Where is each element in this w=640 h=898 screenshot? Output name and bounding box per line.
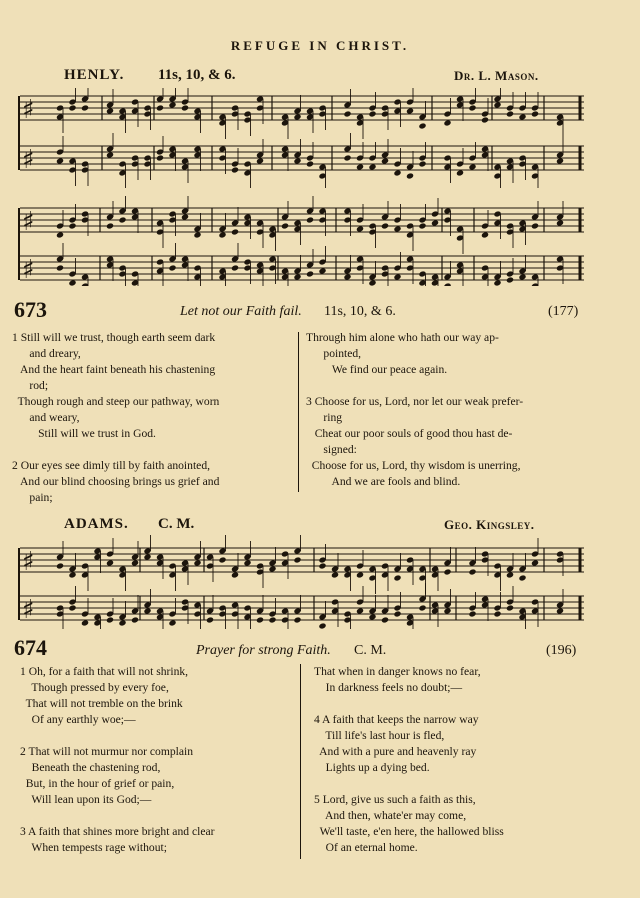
verse-line: But, in the hour of grief or pain, [20, 777, 175, 790]
verse-line: 2 That will not murmur nor complain [20, 745, 194, 758]
verse-line: Lights up a dying bed. [314, 761, 430, 774]
verse-line: And the heart faint beneath his chastening [12, 363, 216, 376]
verse-line: Still will we trust in God. [12, 427, 156, 440]
verse-line: 4 A faith that keeps the narrow way [314, 713, 479, 726]
music-score-adams [14, 534, 590, 629]
svg-text:♯: ♯ [22, 255, 35, 285]
verse-line: In darkness feels no doubt;— [314, 681, 463, 694]
tune-name-henly: HENLY. [64, 67, 125, 83]
hymn-ref-673: (177) [548, 304, 579, 319]
hymn-ref-674: (196) [546, 643, 577, 658]
verse-line: signed: [306, 443, 357, 456]
verse-line: and dreary, [12, 347, 81, 360]
hymn-number-674: 674 [14, 635, 47, 660]
verse-line: ring [306, 411, 343, 424]
verse-line: Though pressed by every foe, [20, 681, 169, 694]
verse-line: Will lean upon its God;— [20, 793, 152, 806]
hymn-title-673: Let not our Faith fail. [180, 304, 302, 319]
verse-line [20, 808, 214, 824]
verse-line: And we are fools and blind. [306, 475, 461, 488]
page-heading: REFUGE IN CHRIST. [230, 38, 410, 53]
staff-group [19, 196, 584, 286]
verse-line: And then, whate'er may come, [314, 809, 467, 822]
svg-text:♯: ♯ [22, 595, 35, 625]
verse-line: Choose for us, Lord, thy wisdom is unerring, [306, 459, 521, 472]
verse-line: We'll taste, e'en here, the hallowed bliss [314, 825, 504, 838]
verse-line: 3 Choose for us, Lord, nor let our weak prefer- [306, 395, 524, 408]
hymn-674-left-column [20, 664, 214, 856]
verse-line: Cheat our poor souls of good thou hast de- [306, 427, 513, 440]
verse-line [314, 776, 504, 792]
composer-adams: Geo. Kingsley. [444, 517, 535, 532]
verse-line [306, 378, 523, 394]
verse-line: Through him alone who hath our way ap- [306, 331, 499, 344]
verse-line: And our blind choosing brings us grief and [12, 475, 220, 488]
verse-line: That will not tremble on the brink [20, 697, 183, 710]
hymn-673-right-column [306, 330, 523, 490]
verse-line: rod; [12, 379, 49, 392]
hymn-number-673: 673 [14, 297, 47, 322]
verse-line: Of an eternal home. [314, 841, 418, 854]
svg-text:♯: ♯ [22, 547, 35, 577]
verse-line: And with a pure and heavenly ray [314, 745, 477, 758]
verse-line: We find our peace again. [306, 363, 448, 376]
hymn-673-left-column [12, 330, 219, 506]
verse-line [12, 442, 219, 458]
verse-line: Of any earthly woe;— [20, 713, 136, 726]
verse-line: 2 Our eyes see dimly till by faith anointed, [12, 459, 211, 472]
verse-line: pain; [12, 491, 53, 504]
hymn-meter-674: C. M. [354, 643, 387, 658]
composer-henly: Dr. L. Mason. [454, 68, 539, 83]
svg-text:♯: ♯ [22, 207, 35, 237]
verse-line: 1 Oh, for a faith that will not shrink, [20, 665, 189, 678]
verse-line: Beneath the chastening rod, [20, 761, 161, 774]
hymn-674-right-column [314, 664, 504, 856]
verse-line: and weary, [12, 411, 80, 424]
verse-line: 1 Still will we trust, though earth seem dark [12, 331, 216, 344]
staff-group [19, 88, 584, 188]
column-divider-2 [300, 664, 301, 859]
tune-meter-adams: C. M. [158, 516, 195, 532]
verse-line [314, 696, 504, 712]
music-score-henly-system-2 [14, 196, 590, 286]
verse-line: 3 A faith that shines more bright and clear [20, 825, 215, 838]
music-score-henly-system-1 [14, 88, 590, 188]
verse-line: When tempests rage without; [20, 841, 167, 854]
hymn-title-674: Prayer for strong Faith. [196, 643, 331, 658]
tune-name-adams: ADAMS. [64, 516, 129, 532]
tune-meter-henly: 11s, 10, & 6. [158, 67, 236, 83]
column-divider [298, 332, 299, 492]
verse-line: Though rough and steep our pathway, worn [12, 395, 220, 408]
svg-text:♯: ♯ [22, 145, 35, 175]
staff-group [19, 535, 584, 629]
svg-text:♯: ♯ [22, 95, 35, 125]
verse-line [20, 728, 214, 744]
verse-line: pointed, [306, 347, 362, 360]
hymn-meter-673: 11s, 10, & 6. [324, 304, 396, 319]
verse-line: 5 Lord, give us such a faith as this, [314, 793, 476, 806]
verse-line: Till life's last hour is fled, [314, 729, 445, 742]
verse-line: That when in danger knows no fear, [314, 665, 481, 678]
